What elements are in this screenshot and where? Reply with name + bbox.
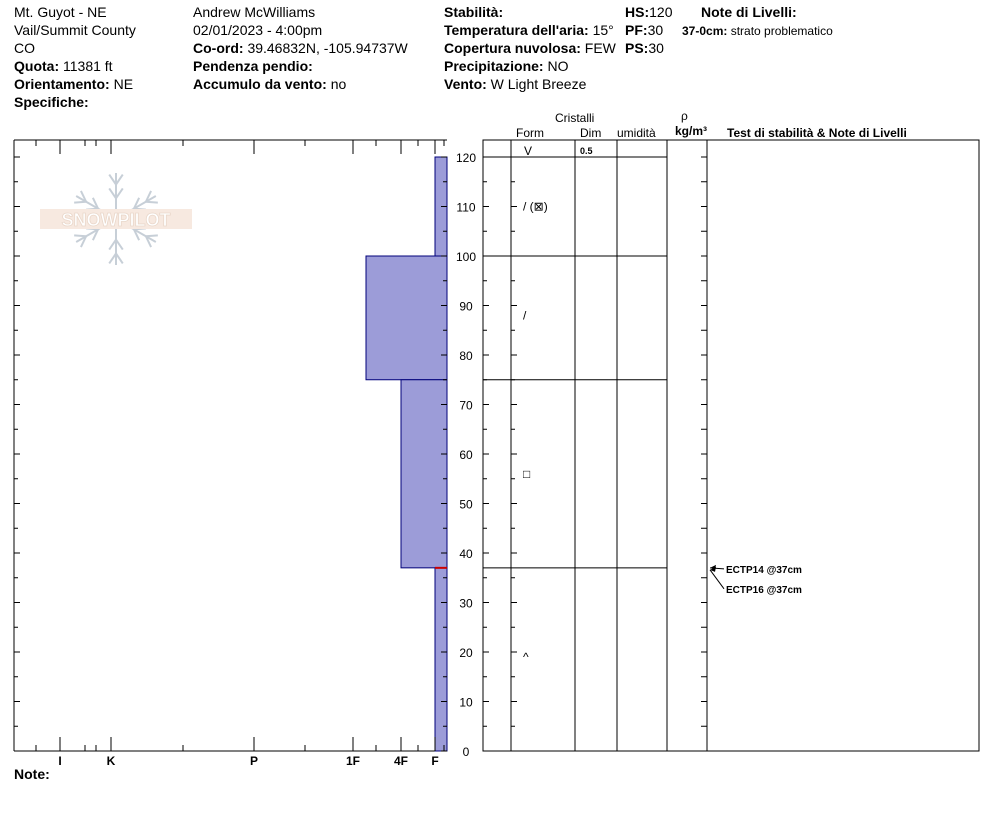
top-layer-size: 0.5	[580, 146, 593, 156]
hardness-tick-label: 1F	[345, 754, 361, 768]
wind-label: Vento:	[444, 76, 487, 92]
hardness-layer-bar	[366, 256, 447, 380]
snowflake-branch	[146, 235, 158, 236]
wind-loading-label: Accumulo da vento:	[193, 76, 327, 92]
wind-loading-value: no	[330, 76, 347, 92]
wind-value: W Light Breeze	[490, 76, 587, 92]
area-name: Vail/Summit County	[14, 22, 136, 38]
depth-tick-label: 0	[462, 745, 470, 759]
depth-axis	[14, 140, 707, 759]
snowflake-branch	[109, 240, 116, 250]
stability-notes-header: Test di stabilità & Note di Livelli	[727, 126, 907, 140]
precip-value: NO	[547, 58, 569, 74]
depth-tick-label: 60	[459, 448, 473, 462]
depth-tick-label: 100	[455, 250, 477, 264]
size-header: Dim	[580, 126, 602, 140]
depth-tick-label: 120	[455, 151, 477, 165]
observation-datetime: 02/01/2023 - 4:00pm	[193, 22, 323, 38]
snowflake-branch	[116, 188, 123, 198]
snowflake-branch	[116, 240, 123, 250]
crystal-form-symbols	[523, 144, 548, 664]
pf-label: PF:	[625, 22, 648, 38]
snowpilot-logo	[40, 173, 192, 265]
precip-label: Precipitazione:	[444, 58, 544, 74]
density-unit-header: kg/m³	[675, 124, 708, 138]
stability-test-label: ECTP16 @37cm	[726, 584, 802, 596]
pf-value: 30	[647, 22, 664, 38]
snowflake-branch	[74, 235, 86, 236]
rho-header: ρ	[681, 109, 688, 123]
form-header: Form	[516, 126, 544, 140]
hs-value: 120	[649, 4, 673, 20]
hardness-tick-label: K	[106, 754, 116, 768]
depth-tick-label: 40	[459, 547, 473, 561]
hardness-tick-label: 4F	[393, 754, 409, 768]
cloud-cover-value: FEW	[584, 40, 616, 56]
snowflake-branch	[109, 254, 116, 264]
notes-label: Note:	[14, 766, 50, 782]
coords-value: 39.46832N, -105.94737W	[247, 40, 408, 56]
cloud-cover-label: Copertura nuvolosa:	[444, 40, 581, 56]
depth-tick-label: 50	[459, 497, 473, 512]
ps-label: PS:	[625, 40, 649, 56]
precipitation-symbol: V	[523, 144, 533, 158]
crystal-form-symbol: / (⊠)	[523, 199, 548, 214]
depth-tick-label: 20	[459, 646, 473, 660]
coords-label: Co-ord:	[193, 40, 244, 56]
hardness-tick-label: F	[431, 754, 439, 768]
hardness-layers	[366, 157, 447, 751]
depth-tick-label: 90	[459, 299, 473, 314]
elevation-label: Quota:	[14, 58, 60, 74]
snowflake-branch	[74, 202, 86, 203]
specifics-label: Specifiche:	[14, 94, 89, 110]
aspect-label: Orientamento:	[14, 76, 110, 92]
depth-tick-label: 80	[459, 349, 473, 363]
crystal-form-symbol: □	[523, 466, 531, 481]
hardness-layer-bar	[401, 380, 447, 568]
observer-name: Andrew McWilliams	[193, 4, 316, 20]
snowpilot-logo-text: SNOWPILOT	[61, 210, 171, 230]
layer-table	[483, 140, 979, 751]
layer-note-depth: 37-0cm:	[682, 24, 728, 38]
stability-test-leader	[710, 570, 724, 589]
crystals-header: Cristalli	[555, 111, 595, 125]
layer-notes-title: Note di Livelli:	[701, 4, 797, 20]
stability-tests	[710, 565, 802, 596]
aspect-value: NE	[113, 76, 134, 92]
snowflake-branch	[109, 175, 116, 185]
stability-test-label: ECTP14 @37cm	[726, 564, 802, 576]
depth-tick-label: 110	[456, 200, 476, 215]
crystal-form-symbol: /	[523, 308, 527, 323]
state-name: CO	[14, 40, 35, 56]
stability-label: Stabilità:	[444, 4, 504, 20]
table-frame	[483, 140, 979, 751]
ps-value: 30	[648, 40, 664, 56]
depth-tick-label: 70	[459, 398, 473, 413]
depth-tick-label: 30	[459, 596, 473, 611]
air-temp-label: Temperatura dell'aria:	[444, 22, 589, 38]
snowflake-branch	[116, 175, 123, 185]
crystal-form-symbol: ^	[523, 649, 529, 664]
hardness-tick-label: I	[58, 754, 62, 768]
hardness-tick-label: P	[249, 754, 259, 768]
hs-label: HS:	[625, 4, 650, 20]
snowflake-branch	[146, 202, 158, 203]
site-name: Mt. Guyot - NE	[14, 4, 107, 20]
slope-label: Pendenza pendio:	[193, 58, 313, 74]
hardness-axis	[36, 737, 444, 768]
elevation-value: 11381 ft	[63, 58, 113, 74]
snowflake-branch	[109, 188, 116, 198]
layer-note-text: strato problematico	[730, 24, 833, 38]
snowflake-branch	[116, 254, 123, 264]
depth-tick-label: 10	[459, 695, 473, 710]
hardness-layer-bar	[435, 568, 447, 751]
air-temp-value: 15°	[592, 22, 614, 38]
hardness-frame	[14, 140, 447, 751]
moisture-header: umidità	[617, 126, 656, 140]
